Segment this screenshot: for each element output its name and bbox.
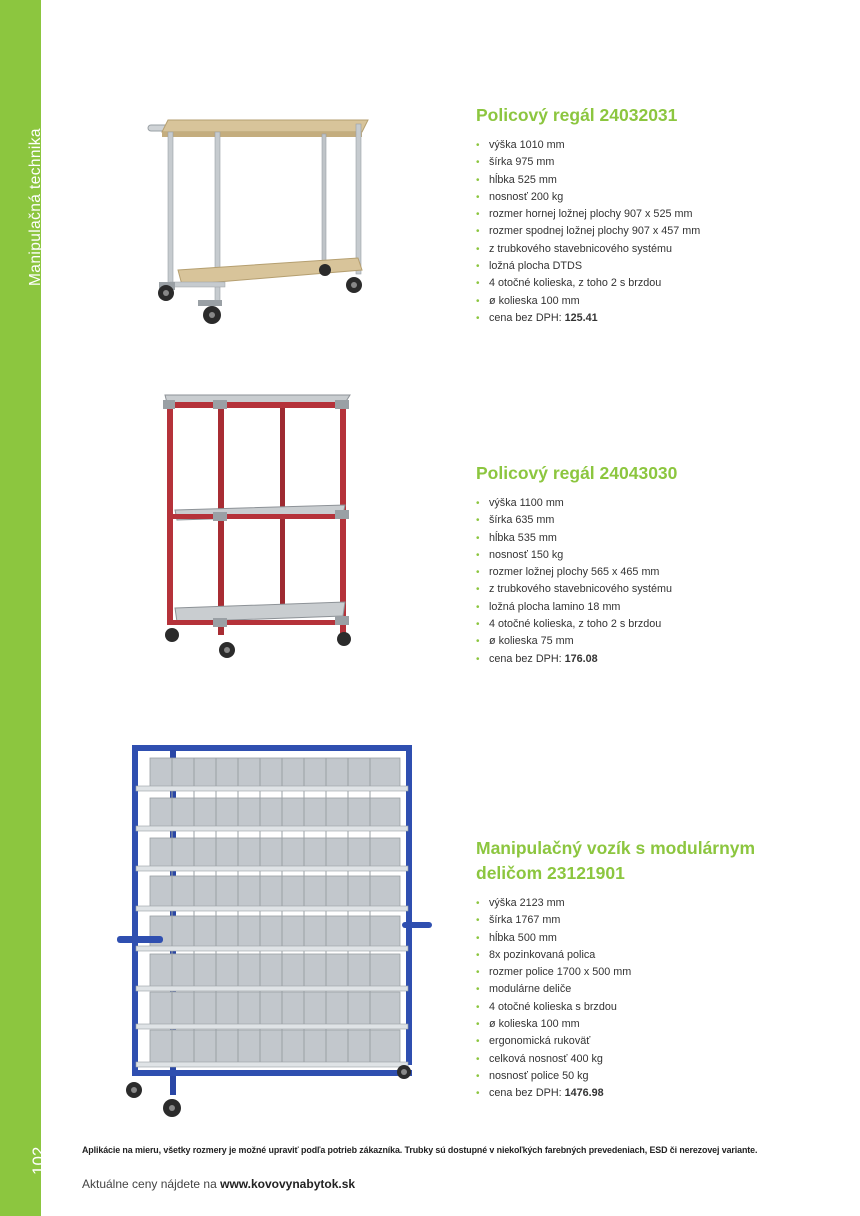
price-value: 125.41 [564,311,598,324]
spec-item: • výška 1010 mm [476,137,846,154]
product-24032031 [476,103,846,327]
website-link[interactable]: www.kovovynabytok.sk [220,1177,356,1191]
spec-item: • výška 2123 mm [476,895,846,912]
product-title-line: Manipulačný vozík s modulárnym [476,838,756,858]
spec-item: • ø kolieska 75 mm [476,633,846,650]
spec-item: • šírka 1767 mm [476,912,846,929]
spec-item: • modulárne deliče [476,981,846,998]
spec-item: • 4 otočné kolieska, z toho 2 s brzdou [476,616,846,633]
spec-item: • z trubkového stavebnicového systému [476,581,846,598]
spec-item: • z trubkového stavebnicového systému [476,241,846,258]
spec-item: • hĺbka 500 mm [476,930,846,947]
price-label: cena bez DPH: [489,1087,562,1100]
product-title [476,836,846,886]
spec-item: • šírka 635 mm [476,512,846,529]
price-label: cena bez DPH: [489,652,562,665]
price-item [476,1085,846,1102]
product-title: Policový regál 24043030 [476,463,678,483]
spec-item: • ø kolieska 100 mm [476,293,846,310]
spec-item: • nosnosť 200 kg [476,189,846,206]
product-24043030 [476,461,846,668]
product-image-shelf-cart-24032031 [140,110,380,335]
spec-item: • celková nosnosť 400 kg [476,1051,846,1068]
price-item [476,310,846,327]
spec-item: • ø kolieska 100 mm [476,1016,846,1033]
page-number: 102 [29,1146,48,1175]
spec-item: • rozmer hornej ložnej plochy 907 x 525 mm [476,206,846,223]
spec-item: • ložná plocha lamino 18 mm [476,599,846,616]
spec-item: • hĺbka 535 mm [476,530,846,547]
product-title: Policový regál 24032031 [476,105,678,125]
price-value: 176.08 [564,652,598,665]
spec-item: • šírka 975 mm [476,154,846,171]
spec-item: • výška 1100 mm [476,495,846,512]
spec-item: • rozmer ložnej plochy 565 x 465 mm [476,564,846,581]
spec-list [476,137,846,327]
spec-item: • 8x pozinkovaná polica [476,947,846,964]
spec-item: • nosnosť police 50 kg [476,1068,846,1085]
spec-list [476,495,846,668]
side-band [0,0,48,1216]
spec-item: • rozmer spodnej ložnej plochy 907 x 457 mm [476,223,846,240]
product-23121901 [476,836,846,1103]
spec-item: • rozmer police 1700 x 500 mm [476,964,846,981]
footer [82,1177,355,1191]
spec-item: • ložná plocha DTDS [476,258,846,275]
price-value: 1476.98 [564,1087,604,1100]
spec-item: • nosnosť 150 kg [476,547,846,564]
price-label: cena bez DPH: [489,311,562,324]
section-title: Manipulačná technika [27,128,44,286]
footer-text: Aktuálne ceny nájdete na [82,1177,217,1191]
spec-item: • 4 otočné kolieska s brzdou [476,999,846,1016]
product-image-divider-cart-23121901 [112,740,438,1120]
spec-item: • hĺbka 525 mm [476,172,846,189]
product-title-line: deličom 23121901 [476,863,625,883]
footnote: Aplikácie na mieru, všetky rozmery je možné upraviť podľa potrieb zákazníka. Trubky sú dostupné v niekoľkých farebných prevedeniach, ESD či nerezovej variante. [82,1145,758,1155]
spec-list [476,895,846,1103]
spec-item: • ergonomická rukoväť [476,1033,846,1050]
price-item [476,651,846,668]
product-image-shelf-rack-24043030 [155,390,360,665]
spec-item: • 4 otočné kolieska, z toho 2 s brzdou [476,275,846,292]
